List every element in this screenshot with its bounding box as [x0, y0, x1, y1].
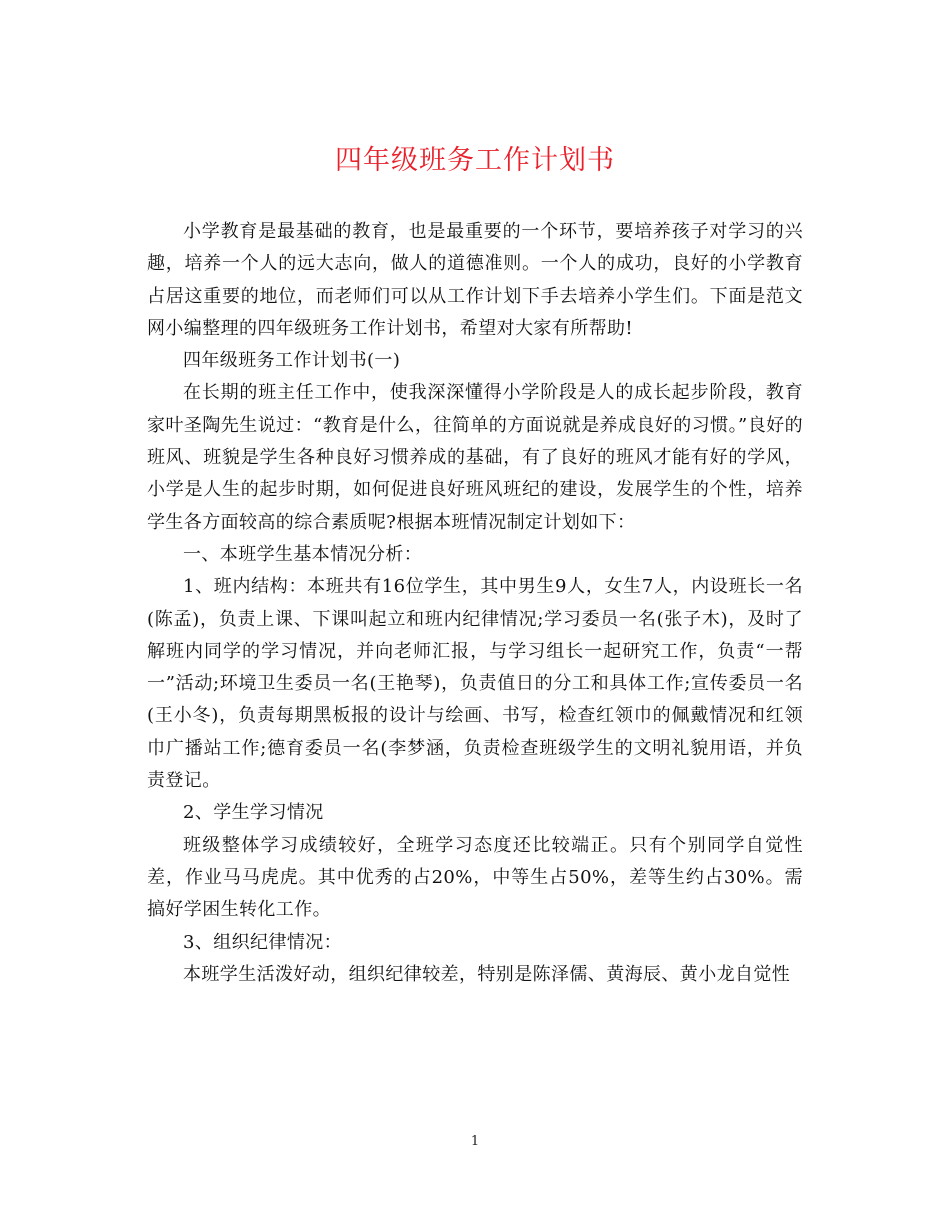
paragraph-background: 在长期的班主任工作中，使我深深懂得小学阶段是人的成长起步阶段，教育家叶圣陶先生说过：“教育是什么，往简单的方面说就是养成良好的习惯。”良好的班风、班貌是学生各种良好习惯养成的基础，有了良好的班风才能有好的学风，小学是人生的起步时期，如何促进良好班风班纪的建设，发展学生的个性，培养学生各方面较高的综合素质呢?根据本班情况制定计划如下：	[147, 382, 803, 533]
document-title: 四年级班务工作计划书	[335, 145, 615, 176]
paragraph-heading-discipline: 3、组织纪律情况：	[183, 931, 343, 953]
paragraph-section-heading: 四年级班务工作计划书(一)	[183, 350, 401, 372]
document-body	[147, 216, 803, 991]
paragraph-discipline: 本班学生活泼好动，组织纪律较差，特别是陈泽儒、黄海辰、黄小龙自觉性	[183, 963, 791, 985]
paragraph-class-structure: 1、班内结构：本班共有16位学生，其中男生9人，女生7人，内设班长一名(陈孟)，负责上课、下课叫起立和班内纪律情况;学习委员一名(张子木)，及时了解班内同学的学习情况，并向老师汇报，与学习组长一起研究工作，负责“一帮一”活动;环境卫生委员一名(王艳琴)，负责值日的分工和具体工作;宣传委员一名(王小冬)，负责每期黑板报的设计与绘画、书写，检查红领巾的佩戴情况和红领巾广播站工作;德育委员一名(李梦涵，负责检查班级学生的文明礼貌用语，并负责登记。	[147, 576, 803, 792]
paragraph-study-situation: 班级整体学习成绩较好，全班学习态度还比较端正。只有个别同学自觉性差，作业马马虎虎。其中优秀的占20%，中等生占50%，差等生约占30%。需搞好学困生转化工作。	[147, 834, 803, 921]
paragraph-intro: 小学教育是最基础的教育，也是最重要的一个环节，要培养孩子对学习的兴趣，培养一个人的远大志向，做人的道德准则。一个人的成功，良好的小学教育占居这重要的地位，而老师们可以从工作计划下手去培养小学生们。下面是范文网小编整理的四年级班务工作计划书，希望对大家有所帮助!	[147, 221, 803, 339]
paragraph-heading-study: 2、学生学习情况	[183, 802, 324, 824]
paragraph-heading-analysis: 一、本班学生基本情况分析：	[183, 543, 423, 565]
page-number: 1	[470, 1134, 480, 1149]
